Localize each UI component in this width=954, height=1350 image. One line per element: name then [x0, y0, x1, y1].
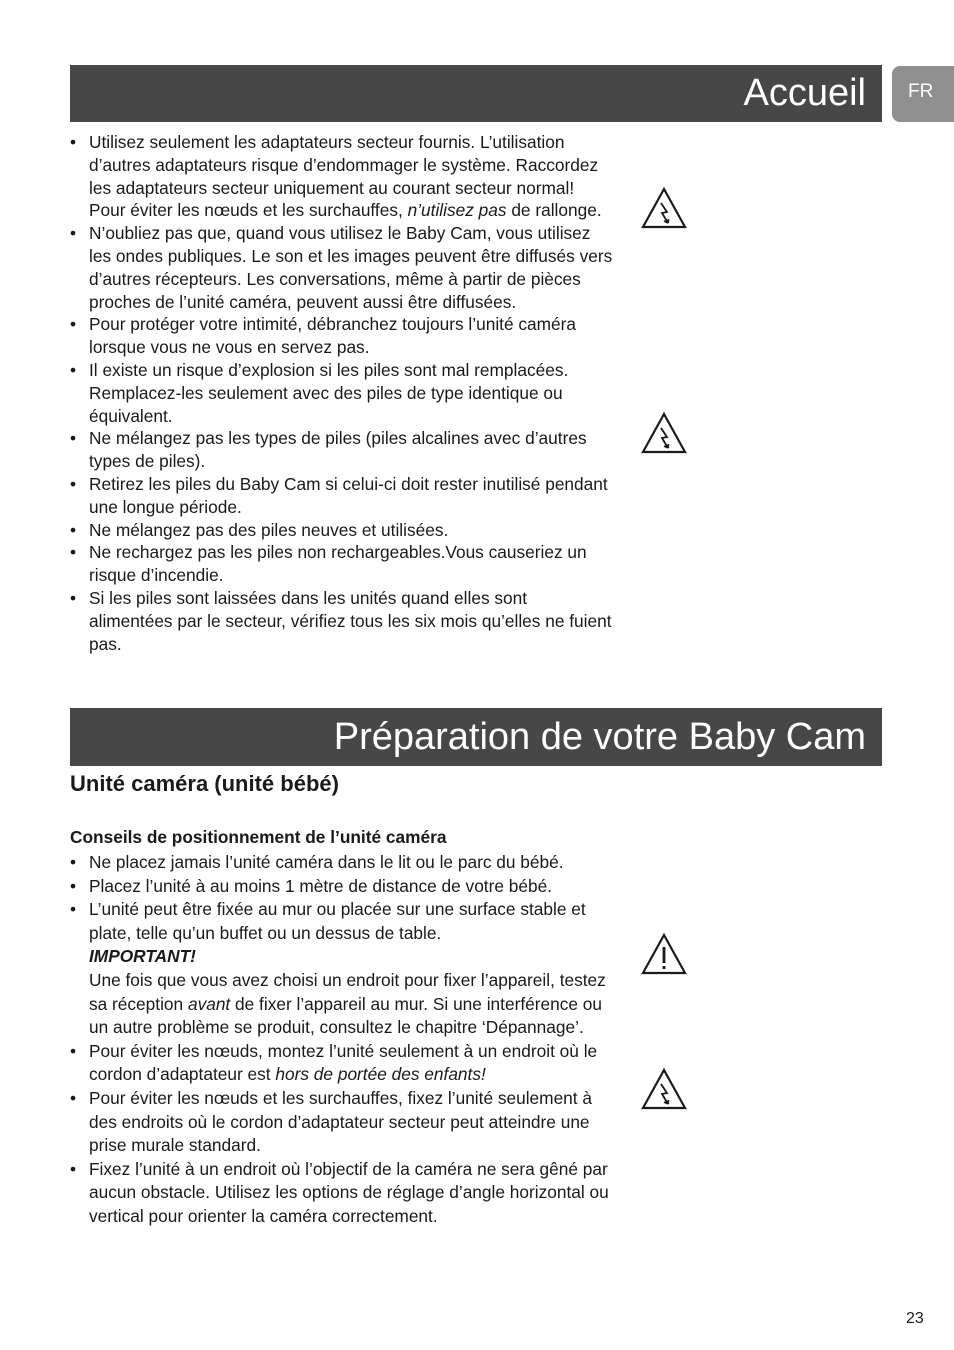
section-banner: [70, 708, 882, 766]
page-number: 23: [906, 1310, 924, 1327]
safety-instructions: [70, 131, 615, 655]
list-item: • Placez l’unité à au moins 1 mètre de distance de votre bébé.: [70, 875, 615, 899]
list-item: • Ne mélangez pas les types de piles (piles alcalines avec d’autres types de piles).: [70, 427, 615, 473]
list-item: • N’oubliez pas que, quand vous utilisez le Baby Cam, vous utilisez les ondes publiques. Le son et les images peuvent être diffusés vers d’autres récepteurs. Les conversations, même à partir de pièces proches de l’unité caméra, peuvent aussi être diffusées.: [70, 222, 615, 313]
language-tab[interactable]: FR: [892, 66, 954, 122]
section-title-banner-text: Préparation de votre Baby Cam: [333, 715, 866, 758]
caution-exclamation-icon: [640, 932, 688, 976]
page-title-banner: [70, 65, 882, 122]
list-item: • Ne mélangez pas des piles neuves et utilisées.: [70, 519, 615, 542]
electric-shock-warning-icon: [640, 1067, 688, 1111]
list-item: • Il existe un risque d’explosion si les piles sont mal remplacées. Remplacez-les seulement avec des piles de type identique ou équivalent.: [70, 359, 615, 427]
list-item: • Utilisez seulement les adaptateurs secteur fournis. L’utilisation d’autres adaptateurs risque d’endommager le système. Raccordez les adaptateurs secteur uniquement au courant secteur normal! Pour éviter les nœuds et les surchauffes, n’utilisez pas de rallonge.: [70, 131, 615, 222]
subsection-heading: Conseils de positionnement de l’unité caméra: [70, 827, 447, 847]
list-item: • Si les piles sont laissées dans les unités quand elles sont alimentées par le secteur, vérifiez tous les six mois qu’elles ne fuient pas.: [70, 587, 615, 655]
electric-shock-warning-icon: [640, 411, 688, 455]
positioning-tips: [70, 851, 615, 1229]
electric-shock-warning-icon: [640, 186, 688, 230]
list-item: • Pour éviter les nœuds et les surchauffes, fixez l’unité seulement à des endroits où le cordon d’adaptateur secteur peut atteindre une prise murale standard.: [70, 1087, 615, 1158]
list-item: • Fixez l’unité à un endroit où l’objectif de la caméra ne sera gêné par aucun obstacle. Utilisez les options de réglage d’angle horizontal ou vertical pour orienter la caméra correctement.: [70, 1158, 615, 1229]
section-heading: Unité caméra (unité bébé): [70, 771, 339, 796]
list-item: • L’unité peut être fixée au mur ou placée sur une surface stable et plate, telle qu’un buffet ou un dessus de table. IMPORTANT! Une fois que vous avez choisi un endroit pour fixer l’appareil, testez sa réception avant de fixer l’appareil au mur. Si une interférence ou un autre problème se produit, consultez le chapitre ‘Dépannage’.: [70, 898, 615, 1040]
list-item: • Pour protéger votre intimité, débranchez toujours l’unité caméra lorsque vous ne vous en servez pas.: [70, 313, 615, 359]
list-item: • Ne placez jamais l’unité caméra dans le lit ou le parc du bébé.: [70, 851, 615, 875]
list-item: • Ne rechargez pas les piles non rechargeables.Vous causeriez un risque d’incendie.: [70, 541, 615, 587]
list-item: • Pour éviter les nœuds, montez l’unité seulement à un endroit où le cordon d’adaptateur est hors de portée des enfants!: [70, 1040, 615, 1087]
page-title: Accueil: [743, 72, 866, 114]
list-item: • Retirez les piles du Baby Cam si celui-ci doit rester inutilisé pendant une longue période.: [70, 473, 615, 519]
important-label: IMPORTANT!: [89, 946, 196, 967]
